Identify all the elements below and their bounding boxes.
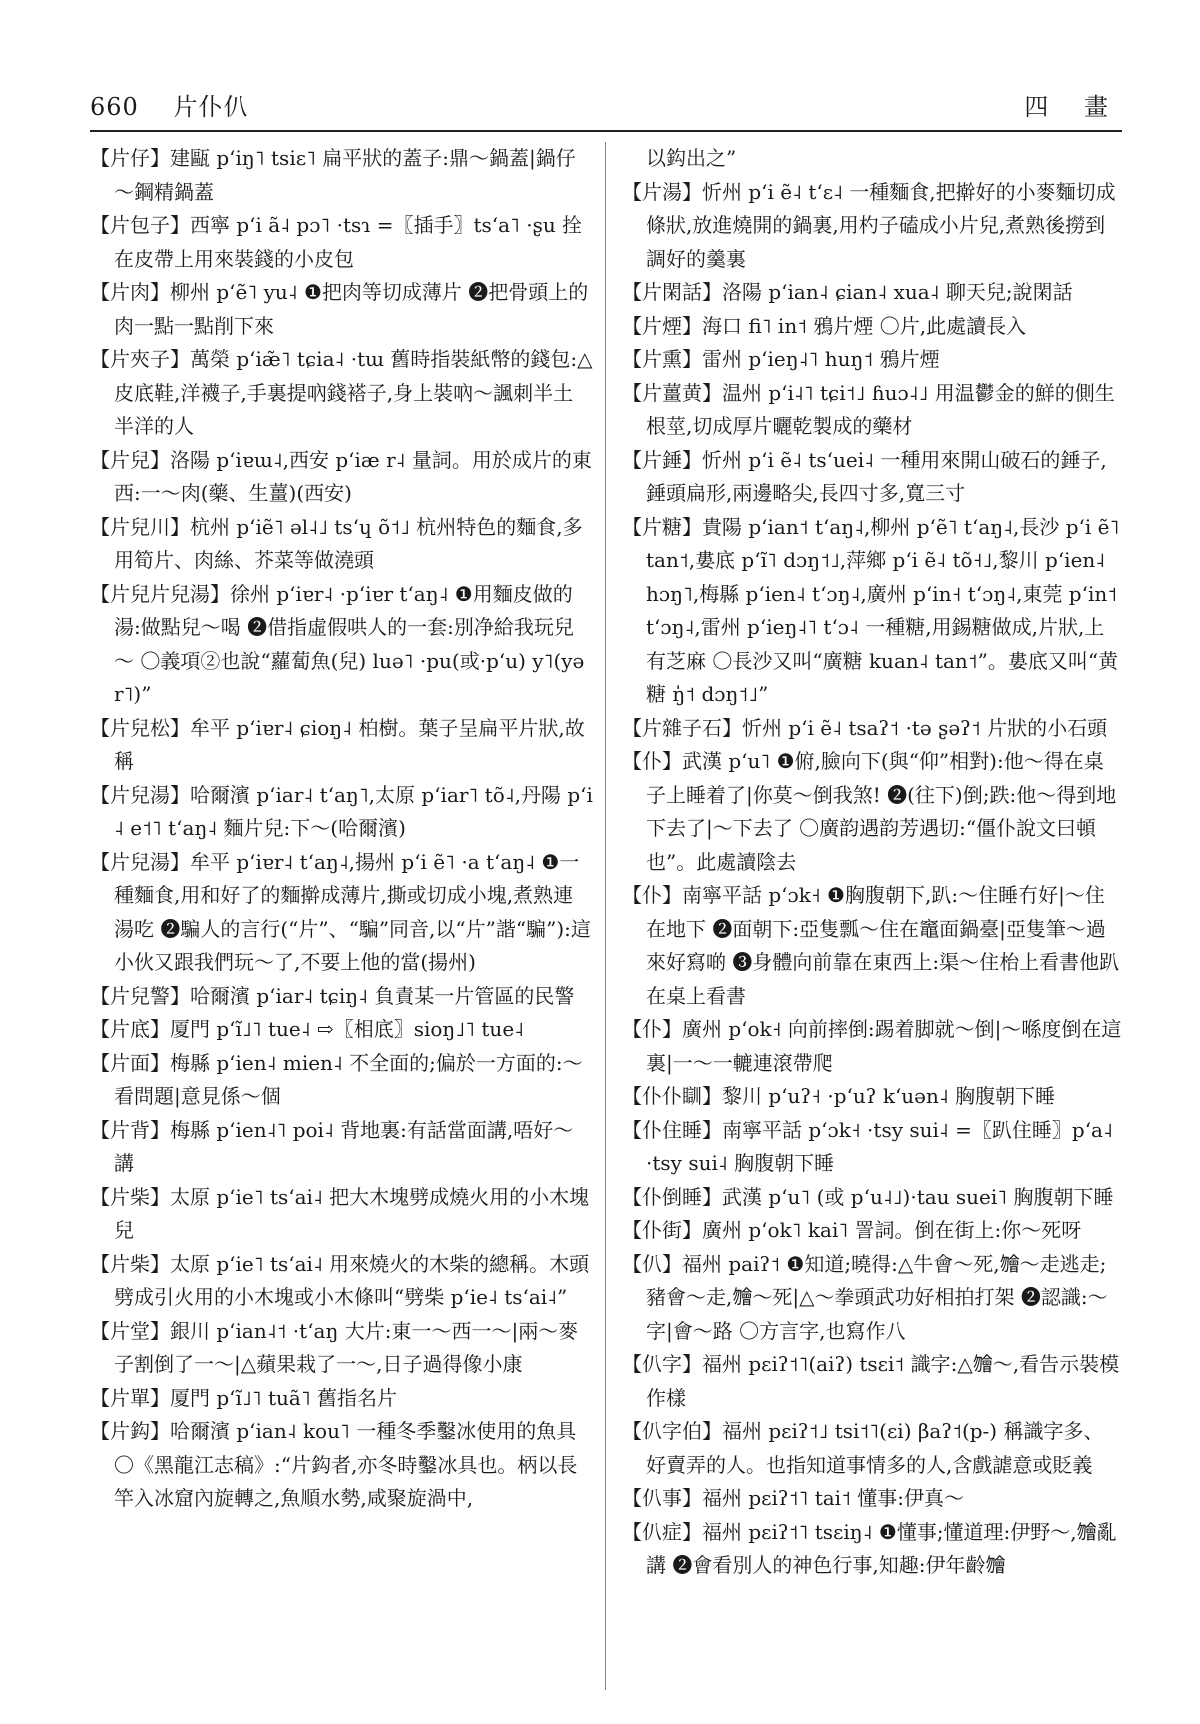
- dictionary-entry: 【片肉】柳州 pʻẽ˥ yu˨ ❶把肉等切成薄片 ❷把骨頭上的肉一點一點削下來: [90, 280, 589, 338]
- dictionary-entry: 【片單】厦門 pʻĩ˩˥ tuã˥ 舊指名片: [90, 1385, 398, 1410]
- dictionary-entry: 【仆】武漢 pʻu˥ ❶俯,臉向下(與“仰”相對):他～得在桌子上睡着了|你莫～倒我煞! ❷(往下)倒;跌:他～得到地下去了|～下去了 〇廣韵遇韵芳遇切:“僵仆說文曰頓也”。此處讀陰去: [622, 749, 1117, 874]
- dictionary-entry: 【仈事】福州 pɛiʔ˦˥ tai˦ 懂事:伊真～: [622, 1486, 965, 1510]
- dictionary-entry: 【片背】梅縣 pʻien˨˥ poi˨ 背地裏:有話當面講,唔好～講: [90, 1117, 574, 1175]
- dictionary-entry: 【仆住睡】南寧平話 pʻɔk˧ ·tsy sui˨ =〖趴住睡〗pʻa˨ ·tsy sui˨ 胸腹朝下睡: [622, 1117, 1113, 1175]
- dictionary-entry: 【片柴】太原 pʻie˥ tsʻai˨ 把大木塊劈成燒火用的小木塊兒: [90, 1184, 590, 1242]
- dictionary-entry: 【片兒】洛陽 pʻiɐɯ˨,西安 pʻiæ r˨ 量詞。用於成片的東西:一～肉(藥、生薑)(西安): [90, 447, 592, 505]
- dictionary-entry: 【片閑話】洛陽 pʻian˨ ɕian˨ xua˨ 聊天兒;說閑話: [622, 280, 1073, 304]
- dictionary-entry: 【片仔】建甌 pʻiŋ˥ tsiɛ˥ 扁平狀的蓋子:鼎～鍋蓋|鍋仔～鋼精鍋蓋: [90, 146, 576, 204]
- dictionary-entry: 【片堂】銀川 pʻian˨˦ ·tʻaŋ 大片:東一～西一～|兩～麥子割倒了一～|△蘋果栽了一～,日子過得像小康: [90, 1318, 579, 1376]
- section-label: 四 畫: [1024, 93, 1122, 121]
- dictionary-entry: 【片錘】忻州 pʻi ẽ˨ tsʻuei˨ 一種用來開山破石的錘子,錘頭扁形,兩邊略尖,長四寸多,寬三寸: [622, 447, 1107, 505]
- dictionary-entry: 【片底】厦門 pʻĩ˩˥ tue˨ ⇨〖相底〗sioŋ˩˥ tue˨: [90, 1017, 525, 1041]
- page-header: [90, 78, 1122, 132]
- dictionary-entry: 【片兒松】牟平 pʻiɐr˨ ɕioŋ˨ 柏樹。葉子呈扁平片狀,故稱: [90, 715, 585, 773]
- dictionary-entry: 【仆】廣州 pʻok˧ 向前摔倒:踢着脚就～倒|～喺度倒在這裏|一～一轆連滾帶爬: [622, 1017, 1122, 1075]
- dictionary-entry: 【仆】南寧平話 pʻɔk˧ ❶胸腹朝下,趴:～住睡冇好|～住在地下 ❷面朝下:亞隻瓢～住在竈面鍋臺|亞隻筆～過來好寫啲 ❸身體向前靠在東西上:渠～住枱上看書他趴在桌上看書: [622, 883, 1120, 1008]
- dictionary-entry: 【片薑黄】温州 pʻi˨˥ tɕi˦˩ ɦuɔ˨˩ 用温鬱金的鮮的側生根莖,切成厚片曬乾製成的藥材: [622, 380, 1115, 438]
- page-number: 660: [90, 93, 139, 121]
- dictionary-entry: 【片湯】忻州 pʻi ẽ˨ tʻɛ˨ 一種麵食,把擀好的小麥麵切成條狀,放進燒開的鍋裏,用杓子磕成小片兒,煮熟後撈到調好的羹裏: [622, 179, 1116, 271]
- dictionary-entry: 【片兒片兒湯】徐州 pʻiɐr˨ ·pʻiɐr tʻaŋ˨ ❶用麵皮做的湯:做點兒～喝 ❷借指虛假哄人的一套:別净給我玩兒～ 〇義項②也說“蘿蔔魚(兒) luə˥ ·pu(或·pʻu) y˥(yər˥)”: [90, 581, 585, 706]
- heading-chars: 片仆仈: [173, 93, 249, 121]
- dictionary-entry: 【片煙】海口 fi˥ in˦ 鴉片煙 〇片,此處讀長入: [622, 313, 1027, 338]
- dictionary-entry: 【片糖】貴陽 pʻian˦ tʻaŋ˨,柳州 pʻẽ˥ tʻaŋ˨,長沙 pʻi ẽ˥ tan˦,婁底 pʻĩ˥ dɔŋ˦˩,萍鄉 pʻi ẽ˨ tõ˧˩,黎川 pʻien˨ hɔŋ˥,梅縣 pʻien˨ tʻɔŋ˨,廣州 pʻin˧ tʻɔŋ˨,東莞 pʻin˦ tʻɔŋ˨,雷州 pʻieŋ˨˥ tʻɔ˨ 一種糖,用錫糖做成,片狀,上有芝麻 〇長沙又叫“廣糖 kuan˨ tan˦”。婁底又叫“黄糖 ŋ̍˦ dɔŋ˦˩”: [622, 514, 1120, 706]
- header-left: [90, 87, 248, 122]
- dictionary-entry: 【片兒湯】牟平 pʻiɐr˨ tʻaŋ˨,揚州 pʻi ẽ˥ ·a tʻaŋ˨ ❶一種麵食,用和好了的麵擀成薄片,撕或切成小塊,煮熟連湯吃 ❷騙人的言行(“片”、“騙”同音,以“片”諧“騙”):這小伙又跟我們玩～了,不要上他的當(揚州): [90, 849, 591, 974]
- dictionary-entry: 【仆仆瞓】黎川 pʻuʔ˧ ·pʻuʔ kʻuən˨ 胸腹朝下睡: [622, 1084, 1056, 1108]
- right-column: [606, 142, 1122, 1690]
- dictionary-entry: 【仈症】福州 pɛiʔ˦˥ tsɛiŋ˨ ❶懂事;懂道理:伊野～,𣍐亂講 ❷會看別人的神色行事,知趣:伊年齡𣍐: [622, 1519, 1117, 1577]
- dictionary-entry: 【片鈎】哈爾濱 pʻian˨ kou˥ 一種冬季鑿冰使用的魚具 〇《黑龍江志稿》:“片鈎者,亦冬時鑿冰具也。柄以長竿入冰窟內旋轉之,魚順水勢,咸聚旋渦中,: [90, 1419, 578, 1510]
- dictionary-entry: 【仈】福州 paiʔ˦ ❶知道;曉得:△牛會～死,𣍐～走逃走;豬會～走,𣍐～死|△～拳頭武功好相拍打架 ❷認識:～字|會～路 〇方言字,也寫作八: [622, 1251, 1108, 1343]
- dictionary-entry: 【片雜子石】忻州 pʻi ẽ˨ tsaʔ˦ ·tə ʂəʔ˦ 片狀的小石頭: [622, 715, 1108, 740]
- dictionary-entry: 【片夾子】萬榮 pʻiæ̃˥ tɕia˨ ·tɯ 舊時指裝紙幣的錢包:△皮底鞋,洋襪子,手裏提吶錢褡子,身上裝吶～諷刺半土半洋的人: [90, 347, 593, 438]
- left-column: [90, 142, 606, 1690]
- entry-columns: [90, 142, 1122, 1690]
- dictionary-entry: 【片兒川】杭州 pʻiẽ˥ əl˨˩ tsʻɥ õ˦˩ 杭州特色的麵食,多用筍片、肉絲、芥菜等做澆頭: [90, 514, 583, 572]
- dictionary-entry: 以鈎出之”: [646, 146, 737, 170]
- dictionary-entry: 【片熏】雷州 pʻieŋ˨˥ huŋ˦ 鴉片煙: [622, 347, 940, 371]
- dictionary-entry: 【片面】梅縣 pʻien˨ mien˨ 不全面的;偏於一方面的:～看問題|意見係～個: [90, 1050, 583, 1108]
- dictionary-entry: 【片兒警】哈爾濱 pʻiar˨ tɕiŋ˨ 負責某一片管區的民警: [90, 983, 575, 1008]
- dictionary-entry: 【仆倒睡】武漢 pʻu˥ (或 pʻu˨˩)·tau suei˥ 胸腹朝下睡: [622, 1184, 1114, 1209]
- dictionary-entry: 【片柴】太原 pʻie˥ tsʻai˨ 用來燒火的木柴的總稱。木頭劈成引火用的小木塊或小木條叫“劈柴 pʻie˨ tsʻai˨”: [90, 1251, 590, 1309]
- dictionary-entry: 【片包子】西寧 pʻi ã˨ pɔ˥ ·tsɿ =〖插手〗tsʻa˥ ·ʂu 拴在皮帶上用來裝錢的小皮包: [90, 213, 583, 271]
- dictionary-entry: 【片兒湯】哈爾濱 pʻiar˨ tʻaŋ˥,太原 pʻiar˥ tõ˨,丹陽 pʻi˨ e˦˥ tʻaŋ˨ 麵片兒:下～(哈爾濱): [90, 782, 593, 840]
- dictionary-entry: 【仈字伯】福州 pɛiʔ˦˩ tsi˦˥(ɛi) βaʔ˦(p-) 稱識字多、好賣弄的人。也指知道事情多的人,含戲謔意或貶義: [622, 1419, 1104, 1477]
- dictionary-entry: 【仈字】福州 pɛiʔ˦˥(aiʔ) tsɛi˦ 識字:△𣍐～,看告示裝模作樣: [622, 1352, 1120, 1410]
- dictionary-entry: 【仆街】廣州 pʻok˥ kai˥ 詈詞。倒在街上:你～死呀: [622, 1218, 1082, 1242]
